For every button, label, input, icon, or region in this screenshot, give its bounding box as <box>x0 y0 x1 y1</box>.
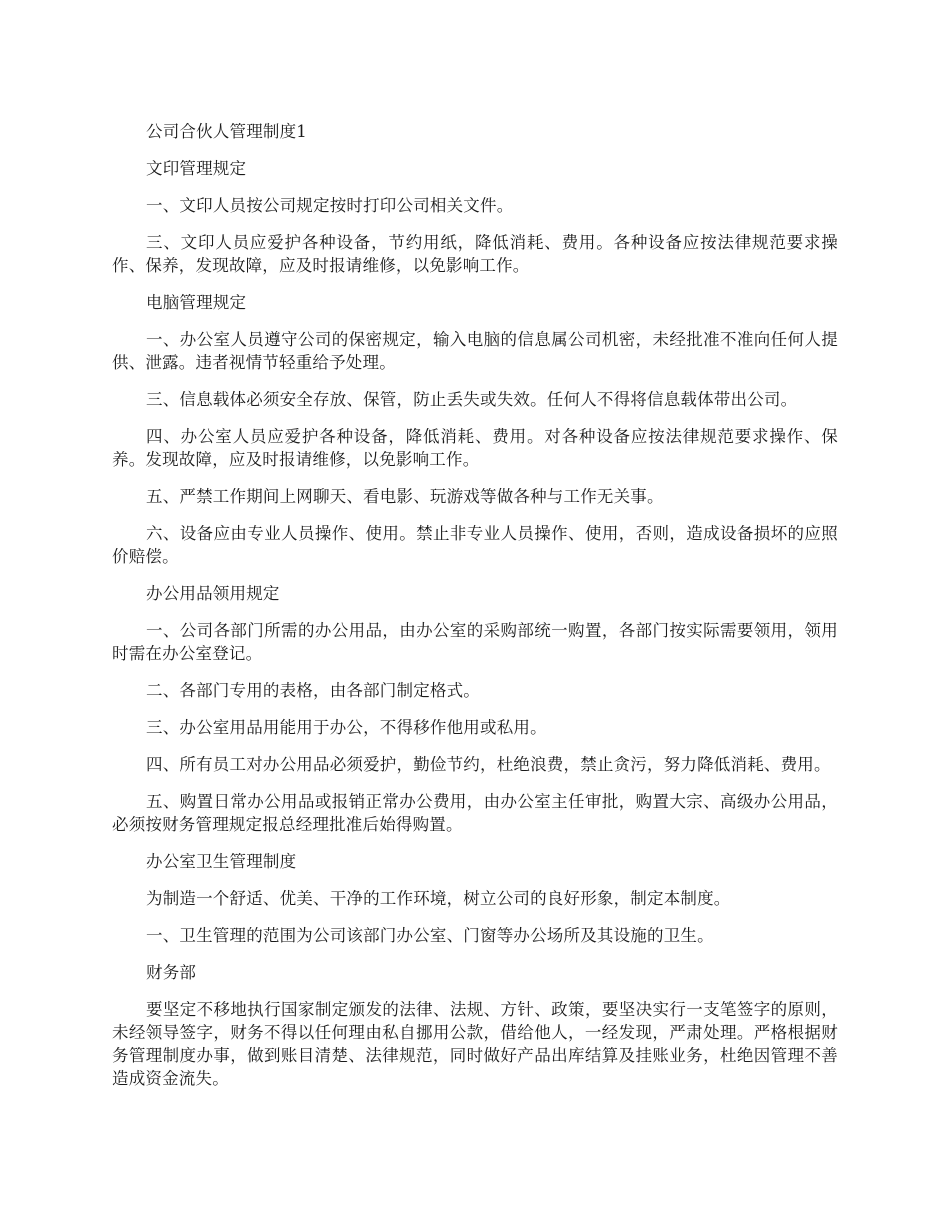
paragraph: 要坚定不移地执行国家制定颁发的法律、法规、方针、政策，要坚决实行一支笔签字的原则，未经领导签字，财务不得以任何理由私自挪用公款，借给他人，一经发现，严肃处理。严格根据财务管理制度办事，做到账目清楚、法律规范，同时做好产品出库结算及挂账业务，杜绝因管理不善造成资金流失。 <box>112 1000 838 1088</box>
document-page <box>112 120 838 1104</box>
paragraph: 一、公司各部门所需的办公用品，由办公室的采购部统一购置，各部门按实际需要领用，领用时需在办公室登记。 <box>112 621 838 663</box>
section-heading-finance: 财务部 <box>146 963 197 982</box>
paragraph: 一、办公室人员遵守公司的保密规定，输入电脑的信息属公司机密，未经批准不准向任何人提供、泄露。违者视情节轻重给予处理。 <box>112 330 838 372</box>
paragraph: 一、文印人员按公司规定按时打印公司相关文件。 <box>146 196 514 215</box>
paragraph: 五、购置日常办公用品或报销正常办公费用，由办公室主任审批，购置大宗、高级办公用品，必须按财务管理规定报总经理批准后始得购置。 <box>112 792 838 834</box>
section-heading-hygiene: 办公室卫生管理制度 <box>146 852 297 871</box>
paragraph: 三、文印人员应爱护各种设备，节约用纸，降低消耗、费用。各种设备应按法律规范要求操作、保养，发现故障，应及时报请维修，以免影响工作。 <box>112 233 838 275</box>
paragraph: 四、所有员工对办公用品必须爱护，勤俭节约，杜绝浪费，禁止贪污，努力降低消耗、费用。 <box>146 755 831 774</box>
paragraph: 为制造一个舒适、优美、干净的工作环境，树立公司的良好形象，制定本制度。 <box>146 889 731 908</box>
paragraph: 三、信息载体必须安全存放、保管，防止丢失或失效。任何人不得将信息载体带出公司。 <box>146 390 798 409</box>
section-heading-office-supplies: 办公用品领用规定 <box>146 584 280 603</box>
section-heading-printing: 文印管理规定 <box>146 159 247 178</box>
paragraph: 三、办公室用品用能用于办公，不得移作他用或私用。 <box>146 718 547 737</box>
document-title: 公司合伙人管理制度1 <box>146 122 307 141</box>
paragraph: 六、设备应由专业人员操作、使用。禁止非专业人员操作、使用，否则，造成设备损坏的应照价赔偿。 <box>112 524 838 566</box>
paragraph: 四、办公室人员应爱护各种设备，降低消耗、费用。对各种设备应按法律规范要求操作、保养。发现故障，应及时报请维修，以免影响工作。 <box>112 427 838 469</box>
section-heading-computer: 电脑管理规定 <box>146 293 247 312</box>
paragraph: 五、严禁工作期间上网聊天、看电影、玩游戏等做各种与工作无关事。 <box>146 487 664 506</box>
paragraph: 一、卫生管理的范围为公司该部门办公室、门窗等办公场所及其设施的卫生。 <box>146 926 714 945</box>
paragraph: 二、各部门专用的表格，由各部门制定格式。 <box>146 681 480 700</box>
